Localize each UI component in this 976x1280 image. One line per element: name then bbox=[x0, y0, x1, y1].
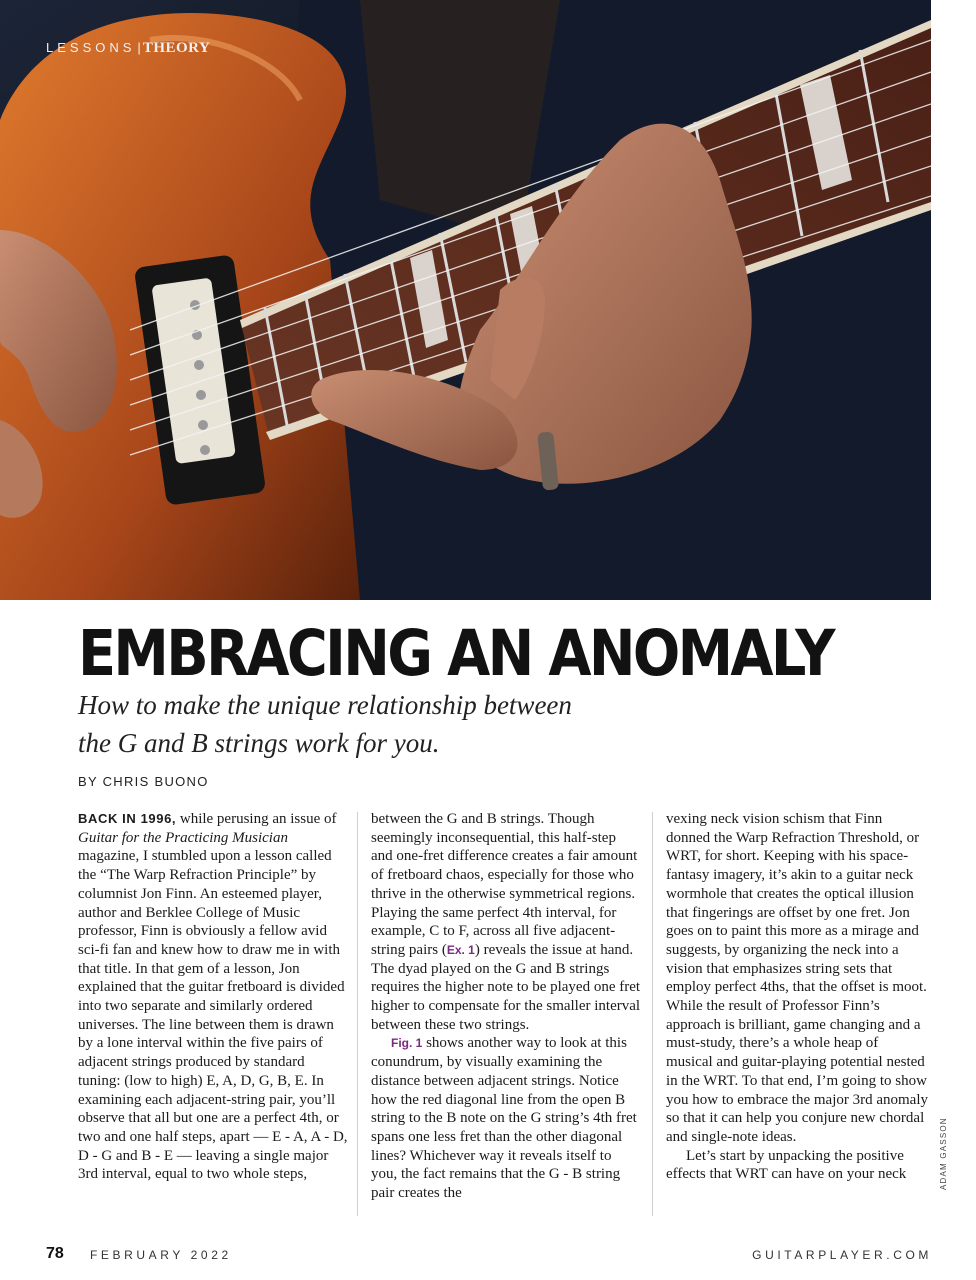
body-column-3 bbox=[666, 810, 928, 1184]
col2-text-b: ) reveals the issue at hand. The dyad played on the G and B strings requires the higher note to be played one fret higher to compensate for the smaller interval between these two strings. bbox=[371, 941, 641, 1033]
col3-paragraph-1: vexing neck vision schism that Finn donned the Warp Refraction Threshold, or WRT, for short. Keeping with his space-fantasy imagery, it’s akin to a guitar neck wormhole that creates the optical illusion that fingerings are offset by one fret. Jon goes on to paint this more as a mirage and suggests, by organizing the neck into a vision that emphasizes string sets that employ perfect 4ths, that the offset is moot. While the result of Professor Finn’s approach is brilliant, game changing and a must-study, there’s a whole heap of musical and guitar-playing potential nested in the WRT. To that end, I’m going to show you how to embrace the major 3rd anomaly so that it can help you conjure new chordal and single-note ideas. bbox=[666, 811, 929, 1145]
col1-text-a: while perusing an issue of bbox=[176, 811, 337, 827]
col2-text-c: shows another way to look at this conundrum, by visually examining the distance between adjacent strings. Notice how the red diagonal line from the open B string to the B note on the G string’s 4th fret spans one less fret than the other diagonal lines? Whichever way it reveals itself to you, the fact remains that the G - B string pair creates the bbox=[371, 1035, 637, 1202]
byline: BY CHRIS BUONO bbox=[78, 774, 209, 789]
guitar-photo-icon bbox=[0, 0, 931, 600]
figure-ref: Fig. 1 bbox=[391, 1036, 423, 1051]
page-number: 78 bbox=[46, 1245, 64, 1262]
article-headline: EMBRACING AN ANOMALY bbox=[78, 617, 833, 690]
hero-photo bbox=[0, 0, 931, 600]
deck-line-2: the G and B strings work for you. bbox=[78, 728, 440, 758]
lead-in: BACK IN 1996, bbox=[78, 811, 177, 826]
example-ref: Ex. 1 bbox=[446, 942, 475, 957]
body-column-2 bbox=[371, 810, 641, 1203]
publication-title: Guitar for the Practicing Musician bbox=[78, 829, 288, 846]
body-column-1 bbox=[78, 810, 350, 1184]
photo-credit: ADAM GASSON bbox=[939, 1117, 948, 1190]
column-divider bbox=[357, 812, 358, 1216]
section-separator: | bbox=[137, 40, 141, 55]
deck-line-1: How to make the unique relationship between bbox=[78, 690, 572, 720]
issue-date: FEBRUARY 2022 bbox=[90, 1248, 232, 1262]
col2-text-a: between the G and B strings. Though seemingly inconsequential, this half-step and one-fret difference creates a fair amount of fretboard chaos, especially for those who thrive in the otherwise symmetrical regions. Playing the same perfect 4th interval, for example, C to F, across all five adjacent-string pairs ( bbox=[371, 811, 638, 958]
column-divider bbox=[652, 812, 653, 1216]
website: GUITARPLAYER.COM bbox=[752, 1248, 932, 1262]
col3-paragraph-2: Let’s start by unpacking the positive effects that WRT can have on your neck bbox=[666, 1147, 907, 1183]
article-deck bbox=[78, 686, 572, 762]
section-name: LESSONS bbox=[46, 40, 136, 55]
col1-text-b: magazine, I stumbled upon a lesson called the “The Warp Refraction Principle” by columnist Jon Finn. An esteemed player, author and Berklee College of Music professor, Finn is obviously a fellow avid sci-fi fan and knew how to draw me in with that title. In that gem of a lesson, Jon explained that the guitar fretboard is divided into two separate and similarly ordered universes. The line between them is drawn by a lone interval within the five pairs of adjacent strings produced by standard tuning: (low to high) E, A, D, G, B, E. In examining each adjacent-string pair, you’ll observe that all but one are a perfect 4th, or two and one half steps, apart — E - A, A - D, D - G and B - E — leaving a single major 3rd interval, equal to two whole steps, bbox=[78, 848, 348, 1183]
section-category: THEORY bbox=[142, 40, 211, 56]
section-label bbox=[46, 40, 210, 57]
